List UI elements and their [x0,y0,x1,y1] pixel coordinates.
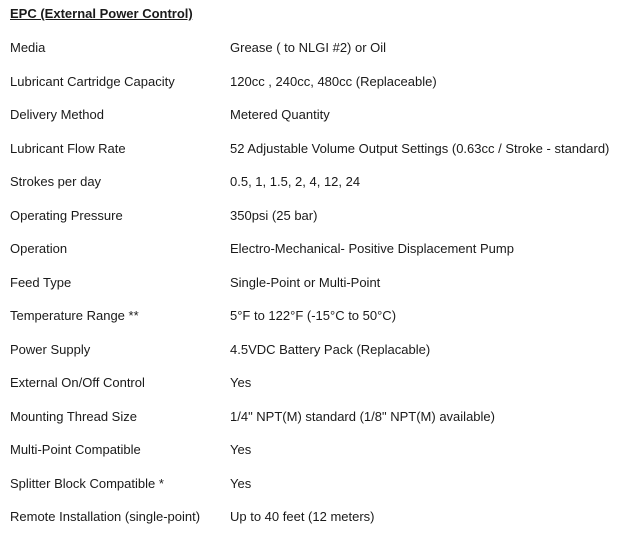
spec-label: Operating Pressure [10,207,123,223]
spec-label: Operation [10,241,68,256]
spec-label: Delivery Method [10,107,104,122]
spec-value: Electro-Mechanical- Positive Displacement Pump [230,241,514,256]
spec-label: External On/Off Control [10,375,145,390]
spec-label: Feed Type [10,274,72,290]
spec-row-power-supply [0,333,632,367]
spec-value: Metered Quantity [230,107,330,122]
spec-value: Yes [230,442,252,457]
spec-value: Up to 40 feet (12 meters) [230,509,375,524]
spec-label: Mounting Thread Size [10,408,137,424]
spec-row-feed-type [0,266,632,300]
spec-row-remote-installation [0,500,632,534]
spec-value: 0.5, 1, 1.5, 2, 4, 12, 24 [230,174,361,189]
spec-value: Grease ( to NLGI #2) or Oil [230,40,387,55]
spec-label: Media [10,40,46,55]
spec-row-splitter-block [0,467,632,501]
spec-value: Yes [230,375,252,390]
spec-row-strokes-per-day [0,165,632,199]
spec-value: Single-Point or Multi-Point [230,274,381,290]
spec-table [0,31,632,534]
spec-label: Temperature Range ** [10,308,139,323]
spec-label: Strokes per day [10,174,102,189]
spec-row-media [0,31,632,65]
spec-row-external-onoff [0,366,632,400]
spec-row-operation [0,232,632,266]
spec-label: Lubricant Cartridge Capacity [10,73,175,89]
spec-row-delivery-method [0,98,632,132]
spec-value: Yes [230,475,252,491]
spec-label: Remote Installation (single-point) [10,509,201,524]
spec-value: 1/4" NPT(M) standard (1/8" NPT(M) available) [230,408,495,424]
spec-label: Multi-Point Compatible [10,442,141,457]
spec-row-multi-point [0,433,632,467]
spec-row-mounting-thread [0,400,632,434]
spec-row-flow-rate [0,132,632,166]
spec-value: 52 Adjustable Volume Output Settings (0.63cc / Stroke - standard) [230,140,610,156]
spec-value: 4.5VDC Battery Pack (Replacable) [230,341,431,357]
spec-row-temperature-range [0,299,632,333]
spec-value: 5°F to 122°F (-15°C to 50°C) [230,308,397,323]
spec-value: 120cc , 240cc, 480cc (Replaceable) [230,73,437,89]
spec-label: Lubricant Flow Rate [10,140,126,156]
spec-value: 350psi (25 bar) [230,207,318,223]
spec-label: Power Supply [10,341,91,357]
spec-label: Splitter Block Compatible * [10,475,164,491]
spec-row-operating-pressure [0,199,632,233]
page-title: EPC (External Power Control) [10,6,193,21]
spec-row-cartridge-capacity [0,65,632,99]
